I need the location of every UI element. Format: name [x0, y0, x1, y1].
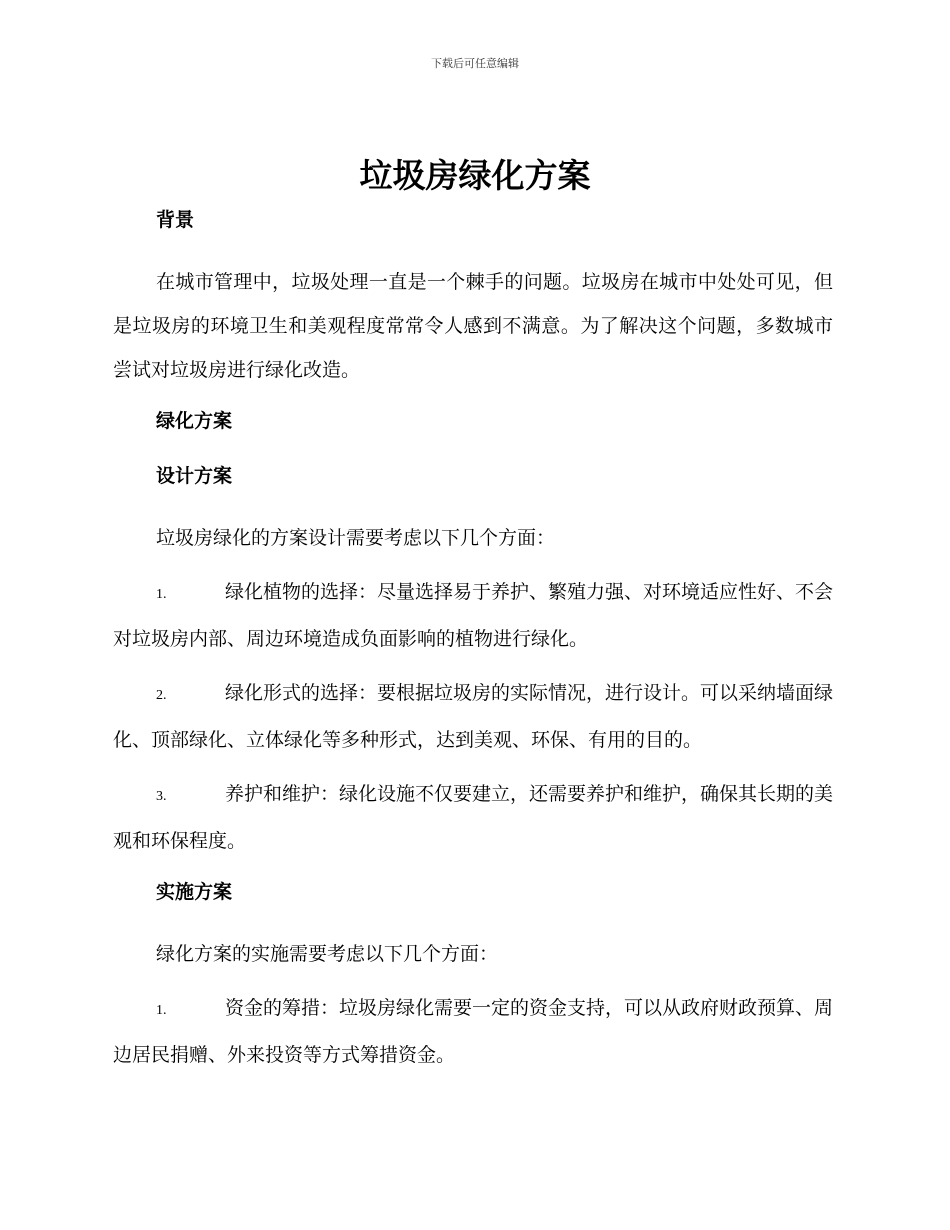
list-number: 1.: [156, 1003, 167, 1018]
document-body: [113, 205, 833, 1087]
list-number: 2.: [156, 688, 167, 703]
page-header-note: 下载后可任意编辑: [431, 57, 519, 70]
list-item: [113, 986, 833, 1077]
section-heading-background: 背景: [156, 209, 195, 231]
section-heading-plan: 绿化方案: [156, 410, 233, 432]
list-item: [113, 772, 833, 863]
section-heading-implementation: 实施方案: [156, 881, 233, 903]
section-heading-design: 设计方案: [156, 465, 233, 487]
list-item-text: 资金的筹措：垃圾房绿化需要一定的资金支持，可以从政府财政预算、周边居民捐赠、外来投资等方式筹措资金。: [113, 997, 834, 1066]
background-paragraph: 在城市管理中，垃圾处理一直是一个棘手的问题。垃圾房在城市中处处可见，但是垃圾房的环境卫生和美观程度常常令人感到不满意。为了解决这个问题，多数城市尝试对垃圾房进行绿化改造。: [113, 271, 833, 381]
list-item: [113, 671, 833, 762]
list-item-text: 绿化植物的选择：尽量选择易于养护、繁殖力强、对环境适应性好、不会对垃圾房内部、周边环境造成负面影响的植物进行绿化。: [113, 581, 834, 650]
document-title: 垃圾房绿化方案: [359, 156, 591, 195]
list-item-text: 绿化形式的选择：要根据垃圾房的实际情况，进行设计。可以采纳墙面绿化、顶部绿化、立体绿化等多种形式，达到美观、环保、有用的目的。: [113, 682, 834, 751]
list-item: [113, 570, 833, 661]
list-number: 3.: [156, 789, 167, 804]
implementation-intro-paragraph: 绿化方案的实施需要考虑以下几个方面：: [156, 943, 499, 965]
design-intro-paragraph: 垃圾房绿化的方案设计需要考虑以下几个方面：: [156, 527, 556, 549]
list-number: 1.: [156, 587, 167, 602]
list-item-text: 养护和维护：绿化设施不仅要建立，还需要养护和维护，确保其长期的美观和环保程度。: [113, 783, 834, 852]
